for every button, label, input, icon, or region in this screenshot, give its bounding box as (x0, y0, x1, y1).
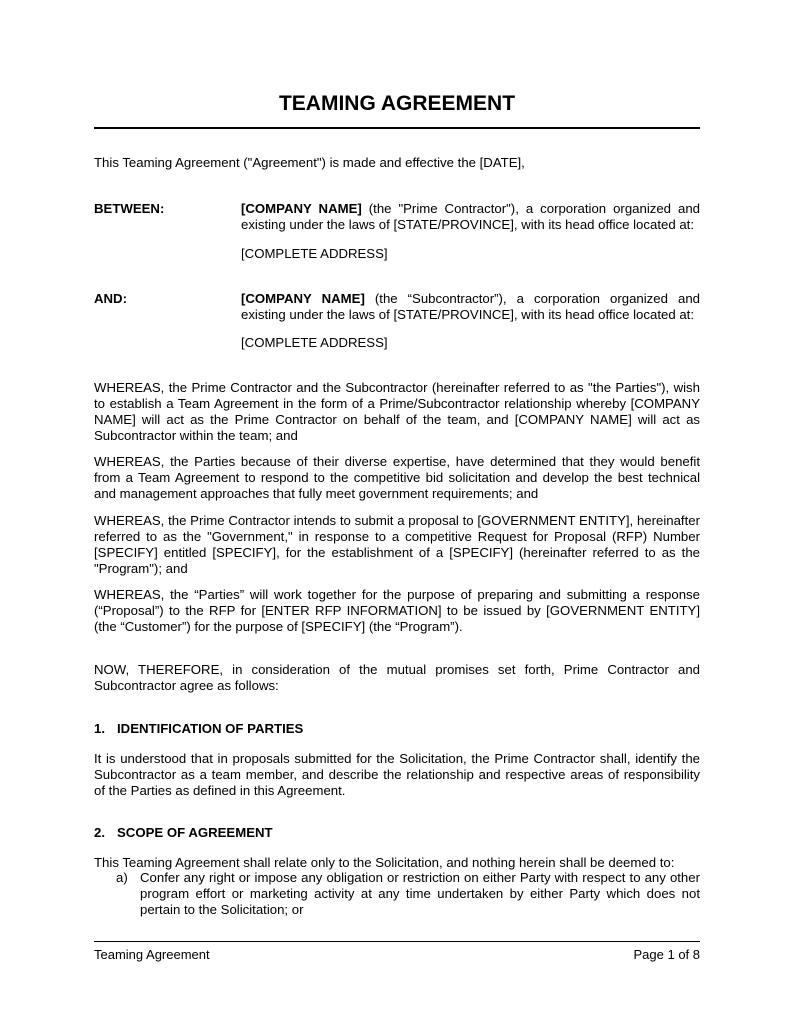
and-address: [COMPLETE ADDRESS] (241, 335, 388, 350)
list-item-text: Confer any right or impose any obligation or restriction on either Party with respect to any other program effort or marketing activity at any time undertaken by either Party which does not pertain to the Solicitation; or (140, 870, 700, 917)
and-label: AND: (94, 291, 127, 306)
and-company: [COMPANY NAME] (241, 291, 365, 306)
whereas-paragraph-1: WHEREAS, the Prime Contractor and the Subcontractor (hereinafter referred to as "the Parties"), wish to establish a Team Agreement in the form of a Prime/Subcontractor relationship whereby [COMPANY NAME] will act as the Prime Contractor on behalf of the team, and [COMPANY NAME] will act as Subcontractor within the team; and (94, 380, 700, 443)
section-2-number: 2. (94, 825, 105, 840)
section-1-body: It is understood that in proposals submitted for the Solicitation, the Prime Contractor shall, identify the Subcontractor as a team member, and describe the relationship and respective areas of responsibility of the Parties as defined in this Agreement. (94, 751, 700, 798)
section-2-title: SCOPE OF AGREEMENT (117, 825, 273, 840)
now-therefore-paragraph: NOW, THEREFORE, in consideration of the mutual promises set forth, Prime Contractor and Subcontractor agree as follows: (94, 662, 700, 693)
between-desc: (the "Prime Contractor"), a corporation organized and existing under the laws of [STATE/PROVINCE], with its head office located at: (241, 201, 700, 232)
footer-page-number: Page 1 of 8 (633, 947, 700, 962)
section-1-heading (94, 721, 303, 737)
between-party (241, 201, 700, 233)
whereas-paragraph-2: WHEREAS, the Parties because of their diverse expertise, have determined that they would benefit from a Team Agreement to respond to the competitive bid solicitation and develop the best technical and management approaches that fully meet government requirements; and (94, 454, 700, 501)
between-label: BETWEEN: (94, 201, 165, 216)
between-company: [COMPANY NAME] (241, 201, 362, 216)
and-desc: (the “Subcontractor”), a corporation organized and existing under the laws of [STATE/PROVINCE], with its head office located at: (241, 291, 700, 322)
footer-document-name: Teaming Agreement (94, 947, 210, 962)
and-party (241, 291, 700, 323)
title-rule (94, 127, 700, 129)
whereas-paragraph-3: WHEREAS, the Prime Contractor intends to submit a proposal to [GOVERNMENT ENTITY], hereinafter referred to as the "Government," in response to a competitive Request for Proposal (RFP) Number [SPECIFY] entitled [SPECIFY], for the establishment of a [SPECIFY] (hereinafter referred to as the "Program"); and (94, 513, 700, 576)
section-1-title: IDENTIFICATION OF PARTIES (117, 721, 304, 736)
list-item-marker: a) (116, 870, 128, 885)
list-item (116, 870, 700, 918)
document-title: TEAMING AGREEMENT (278, 92, 516, 115)
footer-rule (94, 941, 700, 942)
intro-paragraph: This Teaming Agreement ("Agreement") is made and effective the [DATE], (94, 155, 525, 170)
section-1-number: 1. (94, 721, 105, 736)
between-address: [COMPLETE ADDRESS] (241, 246, 388, 261)
whereas-paragraph-4: WHEREAS, the “Parties” will work together for the purpose of preparing and submitting a response (“Proposal”) to the RFP for [ENTER RFP INFORMATION] to be issued by [GOVERNMENT ENTITY] (the “Customer”) for the purpose of [SPECIFY] (the “Program”). (94, 587, 700, 634)
section-2-heading (94, 825, 273, 841)
section-2-body: This Teaming Agreement shall relate only to the Solicitation, and nothing herein shall be deemed to: (94, 855, 675, 870)
